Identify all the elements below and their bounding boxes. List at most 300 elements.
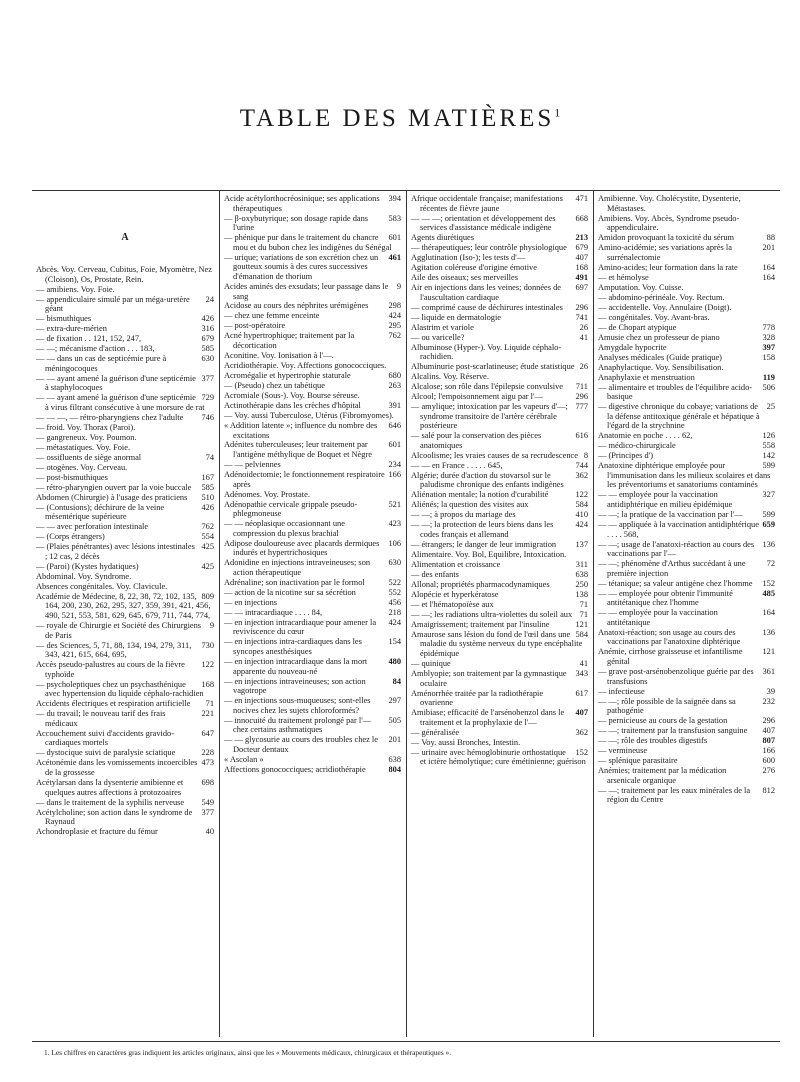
index-entry xyxy=(36,265,214,284)
index-entry xyxy=(224,401,401,411)
entry-page-number: 377 xyxy=(201,807,214,817)
index-entry xyxy=(598,579,775,589)
entry-page-number: 630 xyxy=(388,558,401,568)
index-entry xyxy=(411,471,588,490)
index-entry xyxy=(36,532,214,542)
entry-text: — —; usage de l'anatoxi-réaction au cours des vaccinations par l'— xyxy=(598,539,755,559)
entry-text: Adipose douloureuse avec placards dermiques indurés et hypertrichosiques xyxy=(224,538,380,558)
index-column-4 xyxy=(593,191,780,1037)
index-entry xyxy=(36,729,214,748)
page-title-text: TABLE DES MATIÈRES xyxy=(239,104,555,132)
entry-text: — —; mécanisme d'action . . . 183, xyxy=(36,344,155,354)
index-entry xyxy=(36,827,214,837)
index-entry xyxy=(36,709,214,728)
index-entry xyxy=(598,697,775,716)
entry-text: — Voy. aussi Bronches, Intestin. xyxy=(411,737,521,747)
entry-page-number: 377 xyxy=(201,373,214,383)
entry-text: Acidose au cours des néphrites urémigènes xyxy=(224,301,369,311)
index-entry xyxy=(411,560,588,570)
index-entry xyxy=(224,391,401,401)
entry-page-number: 807 xyxy=(762,736,775,746)
index-entry xyxy=(36,334,214,344)
entry-page-number: 522 xyxy=(388,577,401,587)
index-entry xyxy=(598,510,775,520)
entry-text: — —; la protection de leurs biens dans les codes français et allemand xyxy=(411,520,554,539)
index-entry xyxy=(598,333,775,343)
entry-text: — alimentaire et troubles de l'équilibre acido-basique xyxy=(598,382,753,402)
index-entry xyxy=(224,421,401,440)
index-entry xyxy=(598,402,775,431)
index-entry xyxy=(598,363,775,373)
index-column-1 xyxy=(32,191,219,1037)
entry-text: — — appliquée à la vaccination antidiphtérique . . . . 568, xyxy=(598,519,759,539)
entry-text: — salé pour la conservation des pièces anatomiques xyxy=(411,431,542,450)
entry-page-number: 296 xyxy=(762,716,775,726)
entry-text: — —; à propos du mariage des xyxy=(411,510,516,520)
entry-text: Acétonémie dans les vomissements incoercibles de la grossesse xyxy=(36,758,198,777)
entry-text: — appendiculaire simulé par un méga-uretère géant xyxy=(36,294,190,314)
index-entry xyxy=(36,582,214,592)
entry-text: Anaphylaxie et menstruation xyxy=(598,372,695,382)
entry-page-number: 228 xyxy=(201,748,214,758)
index-entry xyxy=(411,333,588,343)
entry-page-number: 122 xyxy=(575,490,588,500)
index-entry xyxy=(224,765,401,775)
entry-text: — —; phénomène d'Arthus succédant à une première injection xyxy=(598,559,746,578)
entry-page-number: 391 xyxy=(388,400,401,410)
entry-page-number: 471 xyxy=(575,194,588,203)
index-entry xyxy=(411,461,588,471)
entry-text: Allonal; propriétés pharmacodynamiques xyxy=(411,579,550,589)
entry-text: Amibienne. Voy. Cholécystite, Dysenterie, Métastases. xyxy=(598,194,741,213)
entry-text: « Addition latente »; influence du nombre des excitations xyxy=(224,420,378,440)
index-entry xyxy=(224,301,401,311)
entry-page-number: 316 xyxy=(201,324,214,334)
entry-text: — pernicieuse au cours de la gestation xyxy=(598,716,728,726)
entry-text: — splénique parasitaire xyxy=(598,756,678,766)
entry-page-number: 152 xyxy=(762,578,775,588)
entry-page-number: 762 xyxy=(201,522,214,532)
entry-page-number: 168 xyxy=(201,679,214,689)
index-entry xyxy=(598,303,775,313)
entry-page-number: 558 xyxy=(762,441,775,451)
index-entry xyxy=(411,273,588,283)
entry-text: — (Principes d') xyxy=(598,451,654,461)
entry-text: — otogènes. Voy. Cerveau. xyxy=(36,462,128,472)
entry-text: — étrangers; le danger de leur immigration xyxy=(411,539,557,549)
index-entry xyxy=(598,746,775,756)
entry-text: — — avec perforation intestinale xyxy=(36,522,149,532)
entry-text: — et hémolyse xyxy=(598,272,649,282)
section-letter: A xyxy=(121,232,129,243)
entry-text: Acides aminés des exsudats; leur passage dans le sang xyxy=(224,281,389,301)
index-entry xyxy=(224,558,401,577)
entry-page-number: 426 xyxy=(201,314,214,324)
index-entry xyxy=(598,608,775,627)
entry-page-number: 296 xyxy=(575,392,588,402)
entry-text: — digestive chronique du cobaye; variations de la défense antitoxique générale et hépatique à l'égard de la strychnine xyxy=(598,402,760,431)
entry-page-number: 201 xyxy=(762,243,775,253)
entry-text: Adrénaline; son inactivation par le formol xyxy=(224,577,365,587)
entry-text: Adonidine en injections intraveineuses; son action thérapeutique xyxy=(224,558,371,577)
entry-page-number: 698 xyxy=(201,777,214,787)
index-entry xyxy=(224,214,401,233)
index-entry xyxy=(598,647,775,666)
entry-text: — urique; variations de son excrétion chez un goutteux soumis à des cures successives d'émanation de thorium xyxy=(224,252,379,281)
entry-page-number: 297 xyxy=(388,696,401,706)
index-entry xyxy=(411,580,588,590)
entry-text: — (Contusions); déchirure de la veine mésentérique supérieure xyxy=(36,502,165,522)
index-entry xyxy=(598,194,775,213)
index-entry xyxy=(598,716,775,726)
index-entry xyxy=(224,500,401,519)
entry-page-number: 138 xyxy=(575,589,588,599)
index-entry xyxy=(598,726,775,736)
index-entry xyxy=(36,641,214,660)
index-entry xyxy=(36,463,214,473)
entry-text: — post-opératoire xyxy=(224,321,286,331)
entry-page-number: 585 xyxy=(201,344,214,354)
entry-page-number: 746 xyxy=(201,412,214,422)
index-entry xyxy=(411,323,588,333)
entry-page-number: 221 xyxy=(201,709,214,719)
entry-text: Acétylcholine; son action dans le syndrome de Raynaud xyxy=(36,807,193,827)
entry-page-number: 166 xyxy=(762,746,775,756)
entry-page-number: 424 xyxy=(388,311,401,321)
entry-text: — liquide en dermatologie xyxy=(411,312,502,322)
entry-text: Amino-acides; leur formation dans la rate xyxy=(598,262,738,272)
entry-text: Alastrim et variole xyxy=(411,322,474,332)
index-entry xyxy=(411,590,588,600)
index-column-2 xyxy=(219,191,406,1037)
index-entry xyxy=(411,708,588,727)
index-entry xyxy=(36,699,214,709)
index-entry xyxy=(224,755,401,765)
entry-text: Achondroplasie et fracture du fémur xyxy=(36,827,158,837)
entry-page-number: 456 xyxy=(388,597,401,607)
index-entry xyxy=(224,618,401,637)
entry-text: — post-bismuthiques xyxy=(36,472,108,482)
index-entry xyxy=(411,243,588,253)
entry-page-number: 263 xyxy=(388,380,401,390)
index-entry xyxy=(598,383,775,402)
entry-page-number: 40 xyxy=(205,827,214,837)
entry-text: Amputation. Voy. Cuisse. xyxy=(598,282,684,292)
entry-page-number: 121 xyxy=(762,647,775,657)
entry-page-number: 583 xyxy=(388,213,401,223)
entry-text: Amidon provoquant la toxicité du sérum xyxy=(598,233,735,243)
entry-page-number: 88 xyxy=(766,233,775,243)
entry-text: — des Sciences, 5, 71, 88, 134, 194, 279, 311, 343, 421, 615, 664, 695, xyxy=(36,640,192,660)
entry-page-number: 473 xyxy=(201,758,214,768)
index-entry xyxy=(36,660,214,679)
footnote-divider xyxy=(32,1041,780,1042)
index-entry xyxy=(598,461,775,490)
entry-text: Agglutination (Iso-); les tests d'— xyxy=(411,253,526,263)
entry-page-number: 809 xyxy=(201,591,214,601)
entry-page-number: 137 xyxy=(575,539,588,549)
index-entry xyxy=(36,423,214,433)
footnote: 1. Les chiffres en caractères gras indiquent les articles originaux, ainsi que les « Mouvements médicaux, chirurgicaux et thérapeutiques ». xyxy=(44,1048,452,1057)
index-entry xyxy=(36,295,214,314)
entry-text: — froid. Voy. Thorax (Paroi). xyxy=(36,422,136,432)
entry-page-number: 41 xyxy=(579,658,588,668)
entry-text: — royale de Chirurgie et Société des Chirurgiens de Paris xyxy=(36,620,202,640)
entry-text: — —; traitement par la transfusion sanguine xyxy=(598,726,748,736)
entry-text: — vermineuse xyxy=(598,746,648,756)
index-entry xyxy=(598,233,775,243)
entry-text: — gangreneux. Voy. Poumon. xyxy=(36,432,137,442)
entry-page-number: 8 xyxy=(583,450,588,460)
entry-page-number: 25 xyxy=(766,402,775,412)
index-entry xyxy=(224,321,401,331)
entry-page-number: 680 xyxy=(388,370,401,380)
entry-page-number: 424 xyxy=(575,520,588,530)
entry-page-number: 9 xyxy=(209,620,214,630)
entry-text: Alcalins. Voy. Réserve. xyxy=(411,372,489,382)
entry-text: — amibiens. Voy. Foie. xyxy=(36,284,115,294)
index-entry xyxy=(224,578,401,588)
entry-text: — médico-chirurgicale xyxy=(598,441,676,451)
entry-text: — — néoplasique occasionnant une compression du plexus brachial xyxy=(224,519,345,538)
entry-page-number: 232 xyxy=(762,696,775,706)
index-entry xyxy=(411,738,588,748)
index-entry xyxy=(598,313,775,323)
entry-page-number: 630 xyxy=(201,354,214,364)
title-footnote-marker: 1 xyxy=(554,105,561,120)
entry-text: — — employée pour la vaccination antitétanique xyxy=(598,608,718,627)
entry-text: — de Chopart atypique xyxy=(598,322,677,332)
index-entry xyxy=(411,659,588,669)
entry-text: — ossifluents de siège anormal xyxy=(36,452,142,462)
entry-page-number: 601 xyxy=(388,440,401,450)
entry-page-number: 730 xyxy=(201,640,214,650)
entry-page-number: 601 xyxy=(388,233,401,243)
entry-page-number: 617 xyxy=(575,688,588,698)
entry-page-number: 136 xyxy=(762,627,775,637)
entry-text: — phénique pur dans le traitement du chancre mou et du bubon chez les indigènes du Sénégal xyxy=(224,233,392,252)
entry-page-number: 296 xyxy=(575,302,588,312)
entry-text: Abcès. Voy. Cerveau, Cubitus, Foie, Myomètre, Nez (Cloison), Os, Prostate, Rein. xyxy=(36,265,212,284)
entry-text: — —; les radiations ultra-violettes du soleil aux xyxy=(411,609,573,619)
entry-page-number: 599 xyxy=(762,461,775,471)
index-entry xyxy=(598,589,775,608)
entry-text: Anatoxi-réaction; son usage au cours des vaccinations par l'anatoxine diphtérique xyxy=(598,627,741,647)
index-entry xyxy=(224,233,401,252)
entry-page-number: 804 xyxy=(388,764,401,774)
entry-page-number: 152 xyxy=(575,747,588,757)
entry-page-number: 84 xyxy=(392,676,401,686)
entry-text: — Voy. aussi Tuberculose, Utérus (Fibromyomes). xyxy=(224,410,394,420)
entry-text: — en injections intraveineuses; son action vagotrope xyxy=(224,676,366,696)
index-entry xyxy=(224,657,401,676)
index-entry xyxy=(36,443,214,453)
entry-text: — urinaire avec hémoglobinurie orthostatique et ictère hémolytique; cure émétinienne; guérison xyxy=(411,747,586,767)
index-entry xyxy=(224,371,401,381)
entry-page-number: 410 xyxy=(575,510,588,520)
entry-text: — en injections intra-cardiaques dans les syncopes anesthésiques xyxy=(224,637,362,657)
entry-page-number: 616 xyxy=(575,431,588,441)
entry-page-number: 298 xyxy=(388,301,401,311)
index-entry xyxy=(224,696,401,715)
entry-text: Abdomen (Chirurgie) à l'usage des praticiens xyxy=(36,492,188,502)
index-entry xyxy=(598,540,775,559)
entry-text: Albuminurie post-scarlatineuse; étude statistique xyxy=(411,362,575,372)
entry-page-number: 599 xyxy=(762,509,775,519)
index-entry xyxy=(411,570,588,580)
index-entry xyxy=(36,493,214,503)
entry-text: Accouchement suivi d'accidents gravido-cardiaques mortels xyxy=(36,728,175,748)
index-entry xyxy=(36,758,214,777)
index-entry xyxy=(224,677,401,696)
index-entry xyxy=(598,293,775,303)
index-entry xyxy=(224,460,401,470)
entry-text: Acromégalie et hypertrophie staturale xyxy=(224,370,351,380)
index-entry xyxy=(224,253,401,282)
entry-text: Amaigrissement; traitement par l'insuline xyxy=(411,619,550,629)
index-entry xyxy=(411,372,588,382)
index-entry xyxy=(36,374,214,393)
index-entry xyxy=(36,562,214,572)
entry-page-number: 423 xyxy=(388,519,401,529)
entry-text: Absences congénitales. Voy. Clavicule. xyxy=(36,581,168,591)
entry-page-number: 554 xyxy=(201,532,214,542)
entry-text: — rétro-pharyngien ouvert par la voie buccale xyxy=(36,482,192,492)
index-entry xyxy=(224,381,401,391)
index-entry xyxy=(224,598,401,608)
entry-text: — — intracardiaque . . . . 84, xyxy=(224,607,323,617)
index-entry xyxy=(224,588,401,598)
entry-text: — — pelviennes xyxy=(224,460,281,470)
entry-page-number: 729 xyxy=(201,393,214,403)
entry-text: Acétylarsan dans la dysenterie amibienne et quelques autres affections à protozoaires xyxy=(36,777,184,797)
entry-page-number: 164 xyxy=(762,262,775,272)
index-entry xyxy=(598,520,775,539)
index-entry xyxy=(411,540,588,550)
entry-page-number: 584 xyxy=(575,629,588,639)
entry-text: — dans le traitement de la syphilis nerveuse xyxy=(36,797,185,807)
entry-text: — quinique xyxy=(411,658,451,668)
index-entry xyxy=(36,522,214,532)
entry-text: — thérapeutiques; leur contrôle physiologique xyxy=(411,243,567,253)
entry-page-number: 164 xyxy=(762,608,775,618)
entry-page-number: 9 xyxy=(396,281,401,291)
index-entry xyxy=(598,559,775,578)
entry-page-number: 485 xyxy=(762,588,775,598)
entry-text: Aliénés; la question des visites aux xyxy=(411,500,529,510)
entry-text: — bismuthiques xyxy=(36,314,92,324)
entry-text: — infectieuse xyxy=(598,686,645,696)
entry-page-number: 777 xyxy=(575,402,588,412)
entry-page-number: 213 xyxy=(575,233,588,243)
entry-text: — tétanique; sa valeur antigène chez l'homme xyxy=(598,578,753,588)
entry-page-number: 234 xyxy=(388,460,401,470)
entry-text: — — employée pour la vaccination antidiphtérique en milieu épidémique xyxy=(598,490,733,509)
entry-text: Aconitine. Voy. Ionisation à l'—. xyxy=(224,351,334,361)
index-entry xyxy=(598,490,775,509)
entry-page-number: 167 xyxy=(201,472,214,482)
entry-text: — — employée pour obtenir l'immunité antitétanique chez l'homme xyxy=(598,588,733,608)
index-entry xyxy=(411,451,588,461)
entry-text: Afrique occidentale française; manifestations récentes de fièvre jaune xyxy=(411,194,563,213)
index-entry xyxy=(411,550,588,560)
index-entry xyxy=(411,343,588,362)
entry-text: — comprimé cause de déchirures intestinales xyxy=(411,302,563,312)
entry-text: Amino-acidémie; ses variations après la surrénalectomie xyxy=(598,243,732,262)
entry-text: — (Pseudo) chez un tabétique xyxy=(224,380,325,390)
index-entry xyxy=(411,600,588,610)
entry-page-number: 552 xyxy=(388,587,401,597)
entry-text: — innocuité du traitement prolongé par l'— chez certains asthmatiques xyxy=(224,715,372,735)
index-entry xyxy=(598,243,775,262)
index-entry xyxy=(598,353,775,363)
entry-page-number: 461 xyxy=(388,252,401,262)
entry-page-number: 295 xyxy=(388,321,401,331)
index-entry xyxy=(224,331,401,350)
entry-text: Abdominal. Voy. Syndrome. xyxy=(36,571,132,581)
index-entry xyxy=(36,453,214,463)
entry-page-number: 394 xyxy=(388,194,401,203)
entry-text: — — —, — rétro-pharyngiens chez l'adulte xyxy=(36,412,184,422)
entry-text: — —; la pratique de la vaccination par l'— xyxy=(598,509,743,519)
index-entry xyxy=(598,323,775,333)
entry-page-number: 638 xyxy=(575,569,588,579)
index-entry xyxy=(224,637,401,656)
entry-page-number: 71 xyxy=(579,609,588,619)
entry-text: Acromiale (Sous-). Voy. Bourse séreuse. xyxy=(224,390,360,400)
index-entry xyxy=(36,413,214,423)
entry-page-number: 668 xyxy=(575,213,588,223)
entry-page-number: 510 xyxy=(201,492,214,502)
entry-page-number: 164 xyxy=(762,272,775,282)
index-columns xyxy=(32,190,780,1037)
index-entry xyxy=(224,519,401,538)
entry-page-number: 505 xyxy=(388,715,401,725)
entry-page-number: 397 xyxy=(762,342,775,352)
entry-page-number: 585 xyxy=(201,482,214,492)
entry-page-number: 521 xyxy=(388,499,401,509)
entry-page-number: 638 xyxy=(388,754,401,764)
entry-text: Anaphylactique. Voy. Sensibilisation. xyxy=(598,362,724,372)
index-entry xyxy=(411,194,588,213)
entry-page-number: 778 xyxy=(762,322,775,332)
entry-text: — (Paroi) (Kystes hydatiques) xyxy=(36,561,139,571)
index-entry xyxy=(224,470,401,489)
entry-page-number: 311 xyxy=(575,559,588,569)
entry-page-number: 72 xyxy=(766,559,775,569)
entry-text: Anémies; traitement par la médication arsenicale organique xyxy=(598,766,727,785)
entry-page-number: 327 xyxy=(762,490,775,500)
index-entry xyxy=(598,628,775,647)
index-entry xyxy=(411,253,588,263)
entry-page-number: 549 xyxy=(201,797,214,807)
entry-page-number: 158 xyxy=(762,352,775,362)
entry-page-number: 697 xyxy=(575,283,588,293)
entry-text: — accidentelle. Voy. Annulaire (Doigt). xyxy=(598,302,732,312)
entry-page-number: 679 xyxy=(575,243,588,253)
index-entry xyxy=(36,433,214,443)
entry-page-number: 426 xyxy=(201,502,214,512)
index-entry xyxy=(36,778,214,797)
entry-text: Air en injections dans les veines; données de l'auscultation cardiaque xyxy=(411,283,562,302)
entry-page-number: 74 xyxy=(205,452,214,462)
entry-page-number: 41 xyxy=(579,332,588,342)
index-entry xyxy=(224,351,401,361)
entry-text: Acide acétylorthocréosinique; ses applications thérapeutiques xyxy=(224,194,380,213)
index-entry xyxy=(598,756,775,766)
index-entry xyxy=(36,324,214,334)
entry-text: — généralisée xyxy=(411,727,460,737)
